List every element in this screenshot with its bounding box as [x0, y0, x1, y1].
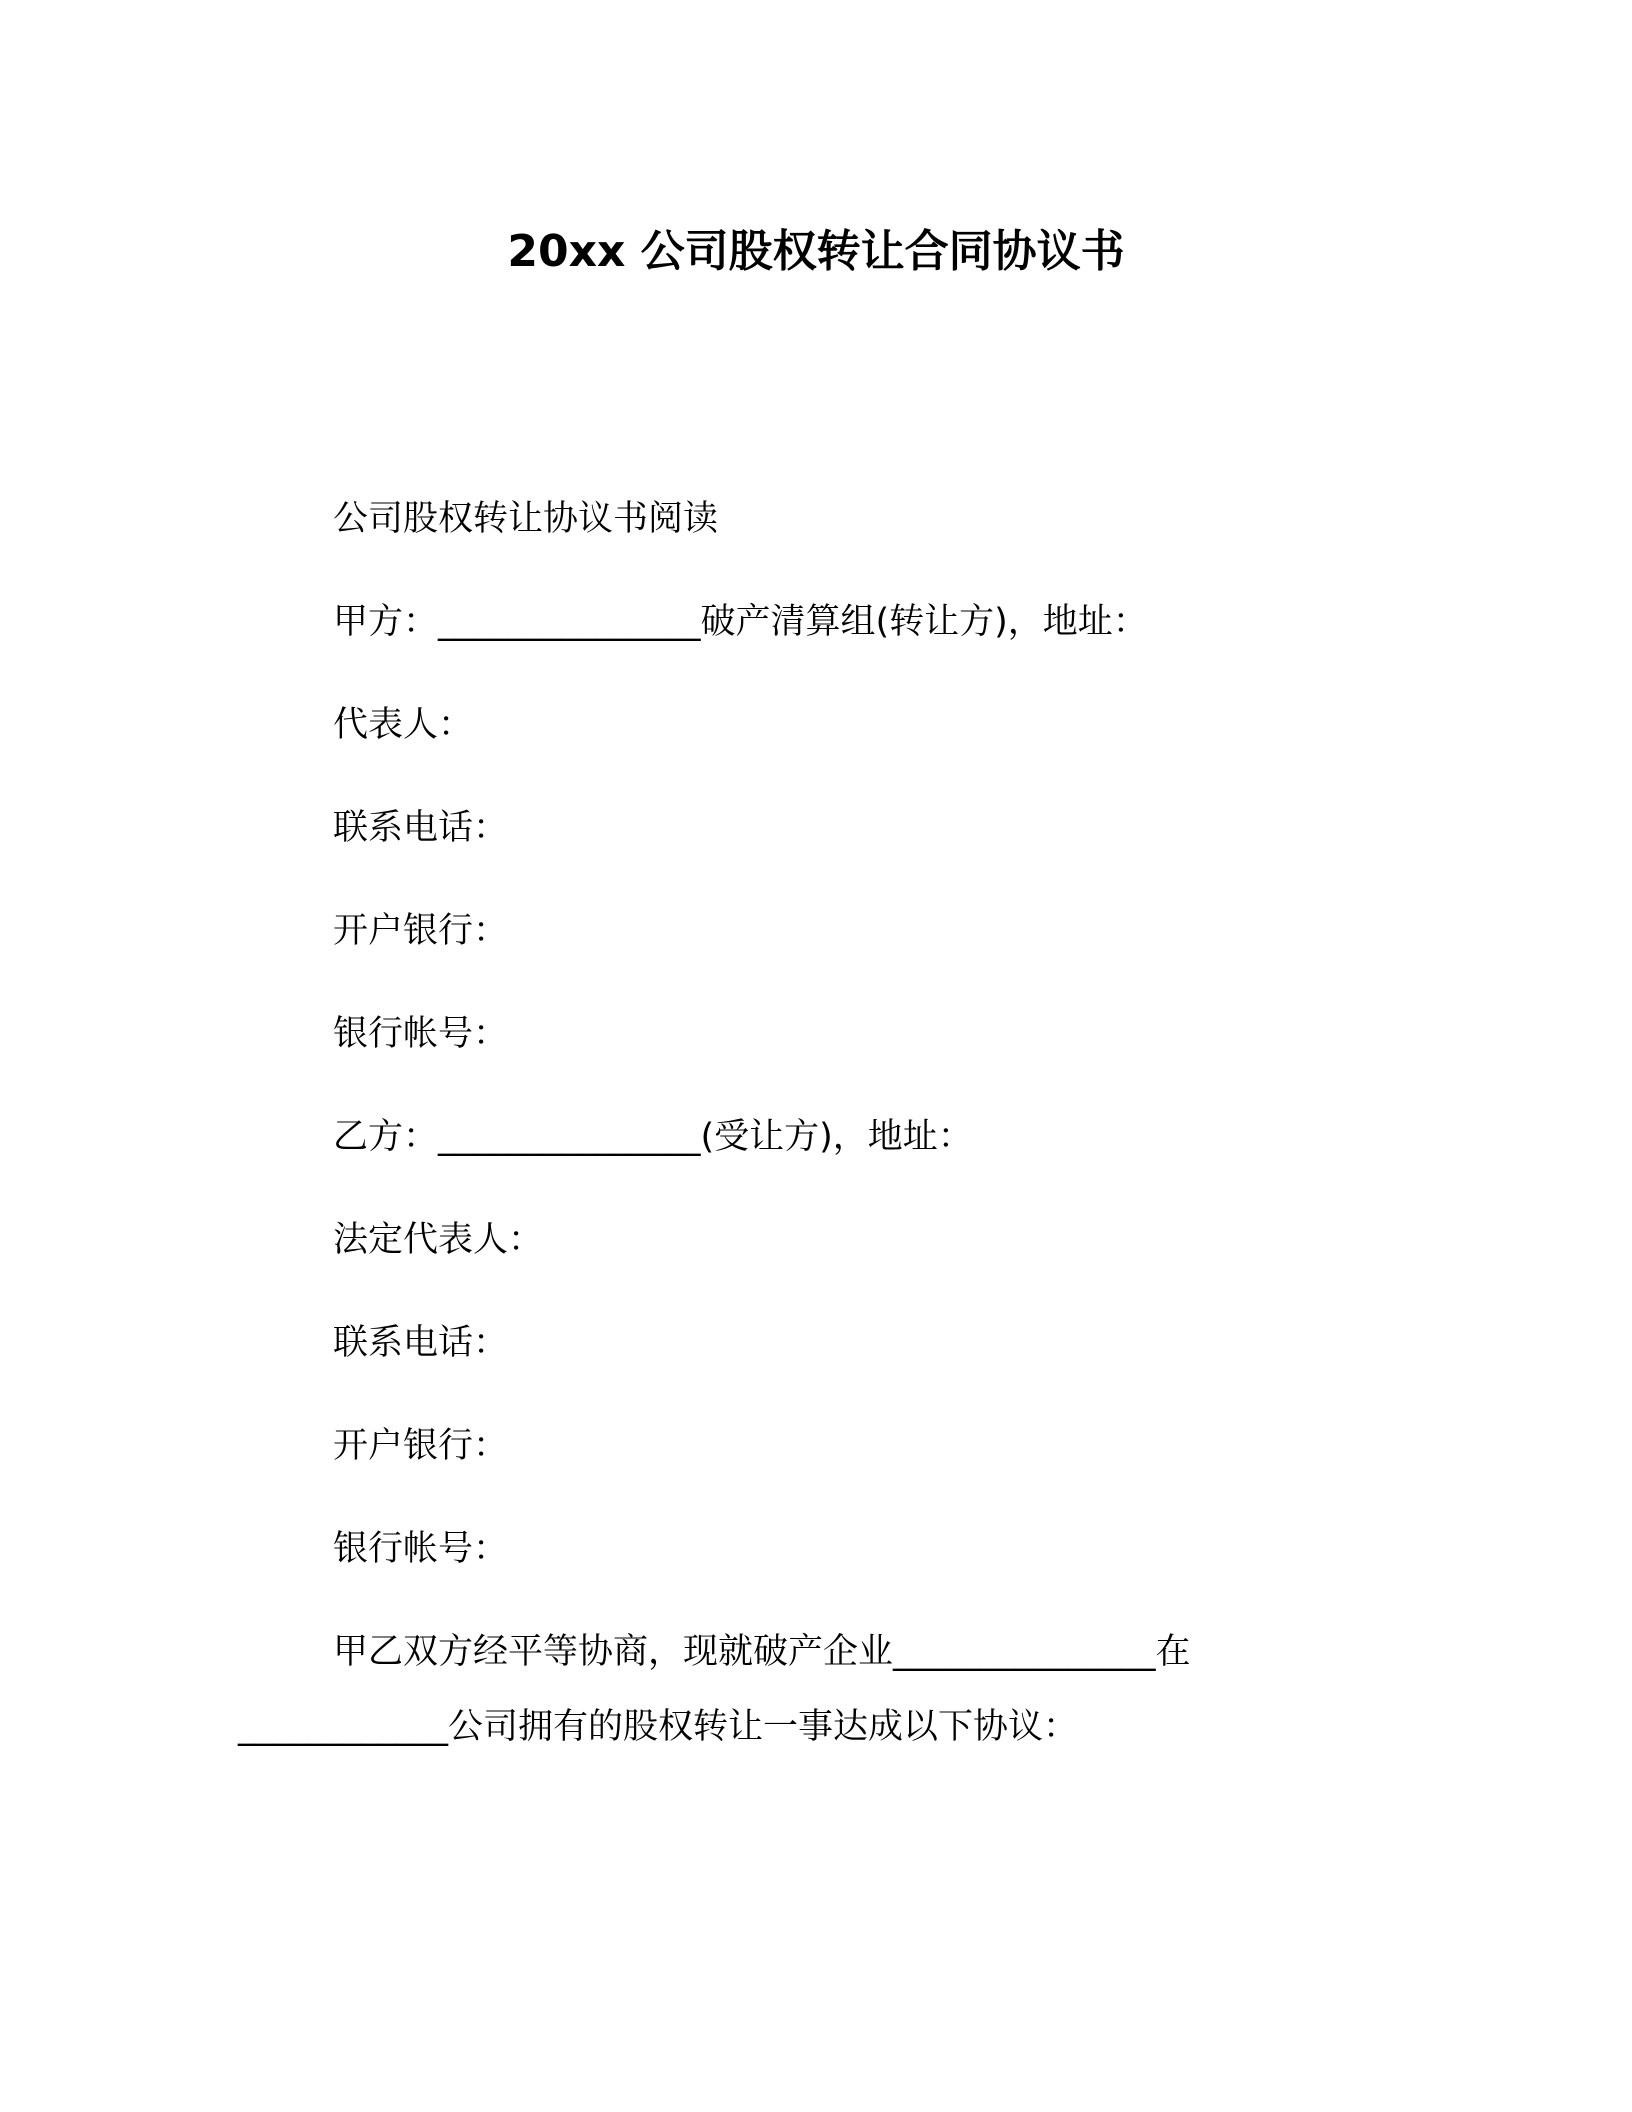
party-b-bank: 开户银行： — [333, 1426, 509, 1466]
party-a-representative: 代表人： — [333, 705, 474, 745]
party-b-account: 银行帐号： — [333, 1529, 509, 1569]
party-a-line: 甲方：_______________破产清算组(转让方)，地址： — [333, 602, 1148, 642]
party-a-phone: 联系电话： — [333, 808, 509, 848]
document-title: 20xx 公司股权转让合同协议书 — [507, 226, 1125, 277]
party-b-line: 乙方：_______________(受让方)，地址： — [333, 1117, 973, 1157]
agreement-paragraph-line-2: ____________公司拥有的股权转让一事达成以下协议： — [238, 1707, 1079, 1747]
agreement-paragraph-line-1: 甲乙双方经平等协商，现就破产企业_______________在 — [333, 1632, 1191, 1672]
party-b-legal-representative: 法定代表人： — [333, 1220, 544, 1260]
section-heading: 公司股权转让协议书阅读 — [333, 499, 719, 539]
party-b-phone: 联系电话： — [333, 1323, 509, 1363]
party-a-account: 银行帐号： — [333, 1014, 509, 1054]
party-a-bank: 开户银行： — [333, 911, 509, 951]
